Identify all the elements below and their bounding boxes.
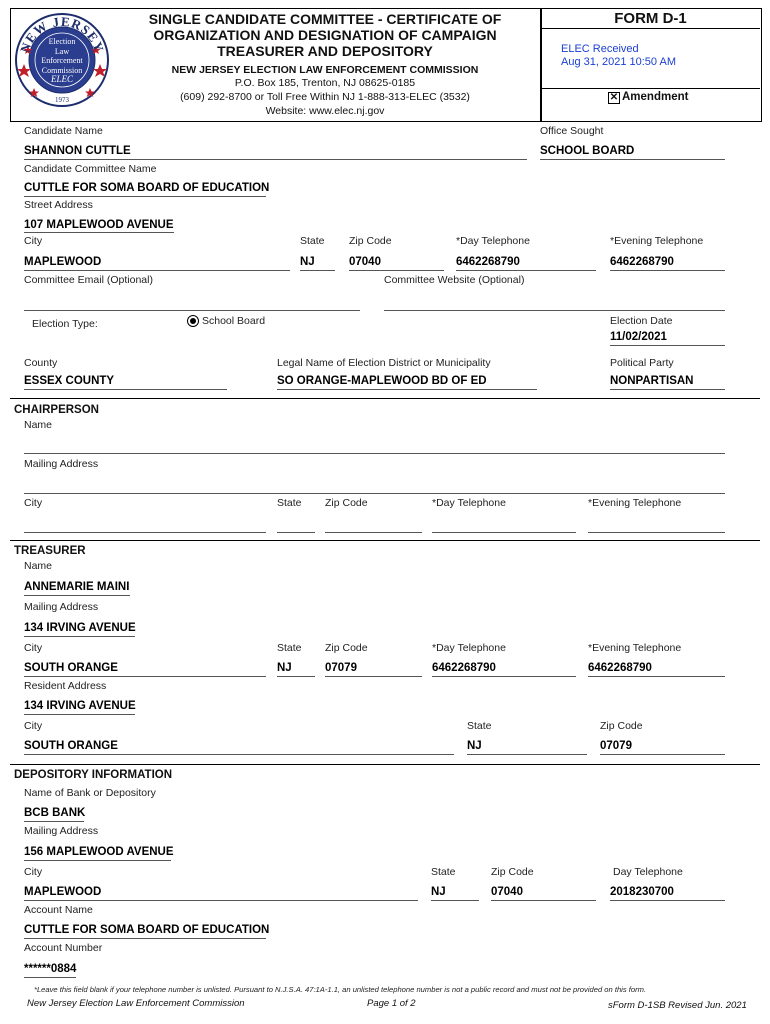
treasurer-section-rule [10, 540, 760, 541]
treasurer-name-label: Name [24, 560, 53, 572]
committee-website-field[interactable] [384, 310, 725, 311]
committee-name-underline [24, 196, 266, 197]
chair-evening-telephone-label: *Evening Telephone [588, 497, 682, 509]
resident-state-field[interactable]: NJ [467, 740, 482, 752]
treasurer-state-underline [277, 676, 315, 677]
chair-day-telephone-label: *Day Telephone [432, 497, 506, 509]
district-underline [277, 389, 537, 390]
bank-day-telephone-underline [610, 900, 725, 901]
evening-telephone-field[interactable]: 6462268790 [610, 256, 674, 268]
seal-line-4: Commission [41, 65, 83, 75]
bank-state-label: State [431, 866, 456, 878]
treasurer-evening-telephone-underline [588, 676, 725, 677]
bank-zip-underline [491, 900, 596, 901]
chair-name-field[interactable] [24, 453, 725, 454]
state-label: State [300, 235, 325, 247]
county-label: County [24, 357, 58, 369]
street-address-field[interactable]: 107 MAPLEWOOD AVENUE [24, 219, 174, 231]
office-sought-field[interactable]: SCHOOL BOARD [540, 145, 635, 157]
footer-note: *Leave this field blank if your telephone number is unlisted. Pursuant to N.J.S.A. 47:1A-1.1, an unlisted telephone number is not a public record and must not be provided on this form. [34, 985, 647, 994]
candidate-name-label: Candidate Name [24, 125, 103, 137]
treasurer-mailing-underline [24, 636, 135, 637]
city-label: City [24, 235, 43, 247]
chair-day-telephone-field[interactable] [432, 532, 576, 533]
candidate-name-field[interactable]: SHANNON CUTTLE [24, 145, 131, 157]
seal-ring-label: NEW JERSEY [16, 13, 108, 55]
form-title-line-3: TREASURER AND DEPOSITORY [217, 43, 433, 59]
chair-city-label: City [24, 497, 43, 509]
form-id-divider [541, 28, 760, 29]
chair-mailing-label: Mailing Address [24, 458, 99, 470]
resident-address-underline [24, 714, 135, 715]
resident-state-label: State [467, 720, 492, 732]
treasurer-city-field[interactable]: SOUTH ORANGE [24, 662, 118, 674]
street-address-underline [24, 232, 174, 233]
bank-city-underline [24, 900, 418, 901]
political-party-field[interactable]: NONPARTISAN [610, 375, 694, 387]
chair-state-label: State [277, 497, 302, 509]
bank-name-field[interactable]: BCB BANK [24, 807, 86, 819]
received-label: ELEC Received [561, 43, 639, 55]
county-underline [24, 389, 227, 390]
school-board-option-label: School Board [202, 315, 266, 327]
radio-selected-dot [190, 318, 196, 324]
bank-day-telephone-field[interactable]: 2018230700 [610, 886, 674, 898]
chairperson-section-rule [10, 398, 760, 399]
account-name-label: Account Name [24, 904, 93, 916]
seal-year: 1973 [55, 96, 69, 104]
state-underline [300, 270, 335, 271]
district-label: Legal Name of Election District or Municipality [277, 357, 491, 369]
zip-label: Zip Code [349, 235, 392, 247]
amendment-label: Amendment [622, 91, 689, 103]
account-number-field[interactable]: ******0884 [24, 963, 77, 975]
treasurer-name-underline [24, 595, 130, 596]
footer-page-number: Page 1 of 2 [367, 998, 416, 1009]
treasurer-day-telephone-label: *Day Telephone [432, 642, 506, 654]
zip-underline [349, 270, 444, 271]
resident-state-underline [467, 754, 587, 755]
committee-email-label: Committee Email (Optional) [24, 274, 153, 286]
received-date: Aug 31, 2021 10:50 AM [561, 56, 676, 68]
election-date-label: Election Date [610, 315, 673, 327]
political-party-label: Political Party [610, 357, 674, 369]
evening-telephone-label: *Evening Telephone [610, 235, 704, 247]
resident-city-field[interactable]: SOUTH ORANGE [24, 740, 118, 752]
form-title-line-1: SINGLE CANDIDATE COMMITTEE - CERTIFICATE OF [148, 11, 502, 27]
amendment-divider [541, 88, 760, 89]
resident-zip-underline [600, 754, 725, 755]
account-name-underline [24, 938, 266, 939]
resident-city-underline [24, 754, 454, 755]
street-address-label: Street Address [24, 199, 93, 211]
form-id: FORM D-1 [614, 10, 687, 27]
agency-address: P.O. Box 185, Trenton, NJ 08625-0185 [234, 77, 416, 89]
treasurer-heading: TREASURER [14, 545, 86, 557]
treasurer-day-telephone-underline [432, 676, 576, 677]
treasurer-evening-telephone-label: *Evening Telephone [588, 642, 682, 654]
day-telephone-underline [456, 270, 596, 271]
chair-zip-field[interactable] [325, 532, 422, 533]
amendment-checkbox[interactable]: ✕ [609, 92, 619, 103]
bank-state-field[interactable]: NJ [431, 886, 446, 898]
election-date-field[interactable]: 11/02/2021 [610, 331, 667, 343]
bank-zip-field[interactable]: 07040 [491, 886, 523, 898]
treasurer-zip-underline [325, 676, 422, 677]
bank-city-field[interactable]: MAPLEWOOD [24, 886, 102, 898]
treasurer-city-label: City [24, 642, 43, 654]
zip-field[interactable]: 07040 [349, 256, 381, 268]
elec-seal [14, 12, 110, 108]
treasurer-zip-field[interactable]: 07079 [325, 662, 357, 674]
depository-section-rule [10, 764, 760, 765]
agency-name: NEW JERSEY ELECTION LAW ENFORCEMENT COMMISSION [171, 64, 479, 76]
city-underline [24, 270, 290, 271]
committee-name-label: Candidate Committee Name [24, 163, 157, 175]
political-party-underline [610, 389, 725, 390]
district-field[interactable]: SO ORANGE-MAPLEWOOD BD OF ED [277, 375, 487, 387]
evening-telephone-underline [610, 270, 725, 271]
treasurer-state-label: State [277, 642, 302, 654]
chair-name-label: Name [24, 419, 53, 431]
state-field[interactable]: NJ [300, 256, 315, 268]
seal-line-1: Election [48, 37, 76, 46]
treasurer-day-telephone-field[interactable]: 6462268790 [432, 662, 496, 674]
election-date-underline [610, 345, 725, 346]
office-sought-underline [540, 159, 725, 160]
treasurer-city-underline [24, 676, 266, 677]
school-board-radio[interactable] [187, 315, 199, 327]
bank-name-underline [24, 821, 84, 822]
bank-mailing-underline [24, 860, 171, 861]
treasurer-mailing-label: Mailing Address [24, 601, 99, 613]
depository-heading: DEPOSITORY INFORMATION [14, 769, 173, 781]
county-field[interactable]: ESSEX COUNTY [24, 375, 115, 387]
day-telephone-label: *Day Telephone [456, 235, 530, 247]
bank-mailing-label: Mailing Address [24, 825, 99, 837]
form-title-line-2: ORGANIZATION AND DESIGNATION OF CAMPAIGN [153, 27, 497, 43]
account-number-label: Account Number [24, 942, 103, 954]
treasurer-name-field[interactable]: ANNEMARIE MAINI [24, 581, 130, 593]
resident-city-label: City [24, 720, 43, 732]
treasurer-state-field[interactable]: NJ [277, 662, 292, 674]
bank-mailing-field[interactable]: 156 MAPLEWOOD AVENUE [24, 846, 174, 858]
bank-state-underline [431, 900, 479, 901]
agency-website: Website: www.elec.nj.gov [265, 105, 385, 117]
committee-website-label: Committee Website (Optional) [384, 274, 525, 286]
committee-email-field[interactable] [24, 310, 360, 311]
election-type-label: Election Type: [32, 318, 98, 330]
account-number-underline [24, 977, 76, 978]
bank-zip-label: Zip Code [491, 866, 534, 878]
footer-form-revision: sForm D-1SB Revised Jun. 2021 [608, 1000, 747, 1011]
seal-line-3: Enforcement [41, 56, 83, 65]
day-telephone-field[interactable]: 6462268790 [456, 256, 520, 268]
resident-zip-field[interactable]: 07079 [600, 740, 632, 752]
committee-name-field[interactable]: CUTTLE FOR SOMA BOARD OF EDUCATION [24, 182, 270, 194]
agency-phone: (609) 292-8700 or Toll Free Within NJ 1-888-313-ELEC (3532) [180, 91, 470, 103]
chair-zip-label: Zip Code [325, 497, 368, 509]
bank-name-label: Name of Bank or Depository [24, 787, 156, 799]
bank-city-label: City [24, 866, 43, 878]
footer-agency: New Jersey Election Law Enforcement Commission [27, 998, 245, 1009]
chair-city-field[interactable] [24, 532, 266, 533]
chair-mailing-field[interactable] [24, 493, 725, 494]
chair-evening-telephone-field[interactable] [588, 532, 725, 533]
form-title [110, 11, 540, 59]
resident-zip-label: Zip Code [600, 720, 643, 732]
treasurer-mailing-field[interactable]: 134 IRVING AVENUE [24, 622, 136, 634]
city-field[interactable]: MAPLEWOOD [24, 256, 102, 268]
resident-address-field[interactable]: 134 IRVING AVENUE [24, 700, 136, 712]
bank-day-telephone-label: Day Telephone [613, 866, 683, 878]
candidate-name-underline [24, 159, 527, 160]
treasurer-evening-telephone-field[interactable]: 6462268790 [588, 662, 652, 674]
chair-state-field[interactable] [277, 532, 315, 533]
treasurer-zip-label: Zip Code [325, 642, 368, 654]
seal-line-2: Law [54, 46, 70, 56]
account-name-field[interactable]: CUTTLE FOR SOMA BOARD OF EDUCATION [24, 924, 270, 936]
resident-address-label: Resident Address [24, 680, 107, 692]
chairperson-heading: CHAIRPERSON [14, 404, 99, 416]
office-sought-label: Office Sought [540, 125, 604, 137]
seal-mark: ELEC [50, 74, 73, 84]
